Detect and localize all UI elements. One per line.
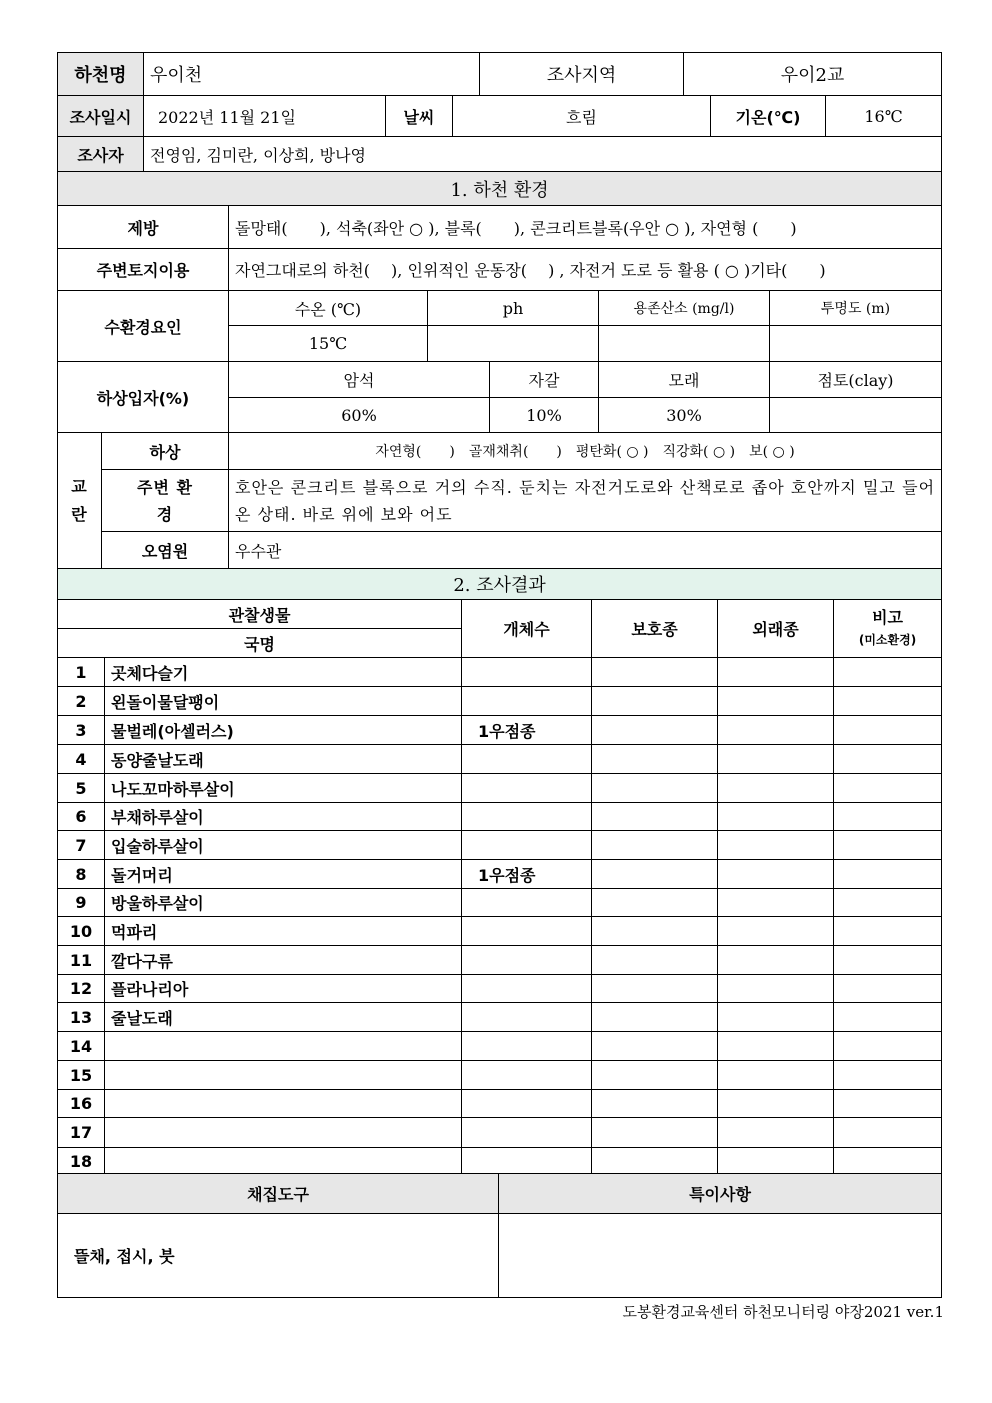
species-number: 12 xyxy=(58,975,105,1003)
observed-organisms-label: 관찰생물 xyxy=(58,600,462,629)
species-count xyxy=(462,1090,592,1118)
surveyor-table xyxy=(57,136,942,172)
special-notes-label: 특이사항 xyxy=(499,1174,942,1214)
table-row xyxy=(58,1032,942,1061)
transparency-header: 투명도 (m) xyxy=(770,291,942,326)
species-note xyxy=(834,946,942,975)
species-count xyxy=(462,1148,592,1176)
alien-species-header: 외래종 xyxy=(718,600,834,658)
clay-value xyxy=(770,398,942,433)
header-table xyxy=(57,52,942,96)
table-row xyxy=(58,889,942,917)
species-count: 1우점종 xyxy=(462,860,592,889)
table-row xyxy=(58,1118,942,1148)
species-name: 방울하루살이 xyxy=(105,889,462,917)
species-count xyxy=(462,687,592,716)
species-alien xyxy=(718,1090,834,1118)
temperature-value: 16℃ xyxy=(826,96,942,137)
date-value: 2022년 11월 21일 xyxy=(144,96,386,137)
species-protected xyxy=(592,1090,718,1118)
surroundings-label: 주변 환경 xyxy=(102,470,229,532)
species-alien xyxy=(718,1061,834,1090)
sand-header: 모래 xyxy=(599,362,770,398)
note-header xyxy=(834,600,942,658)
species-count xyxy=(462,774,592,803)
table-row xyxy=(58,860,942,889)
bottom-table xyxy=(57,1173,942,1298)
species-note xyxy=(834,774,942,803)
sand-value: 30% xyxy=(599,398,770,433)
land-use-label: 주변토지이용 xyxy=(58,249,229,291)
species-alien xyxy=(718,889,834,917)
species-name xyxy=(105,1090,462,1118)
species-name: 동양줄날도래 xyxy=(105,745,462,774)
transparency-value xyxy=(770,326,942,362)
species-alien xyxy=(718,716,834,745)
species-alien xyxy=(718,745,834,774)
species-note xyxy=(834,831,942,860)
river-name-value: 우이천 xyxy=(144,53,480,96)
species-number: 11 xyxy=(58,946,105,975)
species-note xyxy=(834,1118,942,1148)
species-number: 4 xyxy=(58,745,105,774)
species-name: 나도꼬마하루살이 xyxy=(105,774,462,803)
section1-title: 1. 하천 환경 xyxy=(58,172,942,206)
species-number: 14 xyxy=(58,1032,105,1061)
species-protected xyxy=(592,1003,718,1032)
species-alien xyxy=(718,975,834,1003)
water-temp-header: 수온 (℃) xyxy=(229,291,428,326)
species-note xyxy=(834,860,942,889)
survey-area-value: 우이2교 xyxy=(684,53,942,96)
species-protected xyxy=(592,803,718,831)
pollution-source-label: 오염원 xyxy=(102,532,229,569)
protected-species-header: 보호종 xyxy=(592,600,718,658)
species-protected xyxy=(592,975,718,1003)
species-number: 16 xyxy=(58,1090,105,1118)
species-count xyxy=(462,745,592,774)
species-name: 먹파리 xyxy=(105,917,462,946)
species-count xyxy=(462,658,592,687)
species-protected xyxy=(592,1032,718,1061)
species-name: 곳체다슬기 xyxy=(105,658,462,687)
species-protected xyxy=(592,1118,718,1148)
species-name: 부채하루살이 xyxy=(105,803,462,831)
dissolved-oxygen-header: 용존산소 (mg/l) xyxy=(599,291,770,326)
collection-tools-label: 채집도구 xyxy=(58,1174,499,1214)
table-row xyxy=(58,975,942,1003)
species-protected xyxy=(592,1148,718,1176)
species-count xyxy=(462,1032,592,1061)
table-row xyxy=(58,745,942,774)
species-number: 1 xyxy=(58,658,105,687)
species-count xyxy=(462,975,592,1003)
special-notes-value xyxy=(499,1214,942,1298)
species-alien xyxy=(718,1003,834,1032)
bed-particle-label: 하상입자(%) xyxy=(58,362,229,433)
river-name-label: 하천명 xyxy=(58,53,144,96)
species-alien xyxy=(718,803,834,831)
collection-tools-value: 뜰채, 접시, 붓 xyxy=(58,1214,499,1298)
species-note xyxy=(834,716,942,745)
species-count: 1우점종 xyxy=(462,716,592,745)
species-count xyxy=(462,1003,592,1032)
species-alien xyxy=(718,831,834,860)
gravel-value: 10% xyxy=(490,398,599,433)
species-number: 9 xyxy=(58,889,105,917)
surveyor-label: 조사자 xyxy=(58,137,144,172)
species-number: 2 xyxy=(58,687,105,716)
section2-table xyxy=(57,568,942,1176)
species-note xyxy=(834,745,942,774)
gravel-header: 자갈 xyxy=(490,362,599,398)
species-number: 3 xyxy=(58,716,105,745)
table-row xyxy=(58,1090,942,1118)
species-note xyxy=(834,1061,942,1090)
species-protected xyxy=(592,745,718,774)
species-number: 13 xyxy=(58,1003,105,1032)
species-number: 5 xyxy=(58,774,105,803)
table-row xyxy=(58,687,942,716)
species-note xyxy=(834,917,942,946)
species-name: 왼돌이물달팽이 xyxy=(105,687,462,716)
species-note xyxy=(834,1148,942,1176)
count-header: 개체수 xyxy=(462,600,592,658)
survey-area-label: 조사지역 xyxy=(480,53,684,96)
species-alien xyxy=(718,917,834,946)
table-row xyxy=(58,716,942,745)
water-temp-value: 15℃ xyxy=(229,326,428,362)
species-alien xyxy=(718,1032,834,1061)
species-protected xyxy=(592,774,718,803)
species-name: 플라나리아 xyxy=(105,975,462,1003)
riverbed-value: 자연형( ) 골재채취( ) 평탄화( ○ ) 직강화( ○ ) 보( ○ ) xyxy=(229,433,942,470)
species-name xyxy=(105,1032,462,1061)
species-count xyxy=(462,946,592,975)
species-alien xyxy=(718,1118,834,1148)
levee-label: 제방 xyxy=(58,206,229,249)
species-protected xyxy=(592,1061,718,1090)
rock-header: 암석 xyxy=(229,362,490,398)
species-protected xyxy=(592,860,718,889)
species-number: 8 xyxy=(58,860,105,889)
species-count xyxy=(462,1118,592,1148)
species-name: 깔다구류 xyxy=(105,946,462,975)
footer-text: 도봉환경교육센터 하천모니터링 야장2021 ver.1 xyxy=(622,1303,944,1321)
surveyor-value: 전영임, 김미란, 이상희, 방나영 xyxy=(144,137,942,172)
species-protected xyxy=(592,716,718,745)
species-protected xyxy=(592,889,718,917)
species-alien xyxy=(718,946,834,975)
species-count xyxy=(462,803,592,831)
species-name xyxy=(105,1148,462,1176)
species-alien xyxy=(718,774,834,803)
species-name xyxy=(105,1118,462,1148)
date-table xyxy=(57,95,942,137)
species-note xyxy=(834,975,942,1003)
korean-name-header: 국명 xyxy=(58,629,462,658)
species-number: 7 xyxy=(58,831,105,860)
species-name: 돌거머리 xyxy=(105,860,462,889)
temperature-label: 기온(℃) xyxy=(711,96,826,137)
table-row xyxy=(58,1003,942,1032)
species-protected xyxy=(592,917,718,946)
table-row xyxy=(58,803,942,831)
levee-value: 돌망태( ), 석축(좌안 ○ ), 블록( ), 콘크리트블록(우안 ○ ), 자연형 ( ) xyxy=(229,206,942,249)
note-label: 비고 xyxy=(872,607,903,627)
table-row xyxy=(58,658,942,687)
pollution-source-value: 우수관 xyxy=(229,532,942,569)
species-note xyxy=(834,889,942,917)
clay-header: 점토(clay) xyxy=(770,362,942,398)
land-use-value: 자연그대로의 하천( ), 인위적인 운동장( ) , 자전거 도로 등 활용 ( ○ )기타( ) xyxy=(229,249,942,291)
species-name: 물벌레(아셀러스) xyxy=(105,716,462,745)
dissolved-oxygen-value xyxy=(599,326,770,362)
species-protected xyxy=(592,946,718,975)
species-note xyxy=(834,658,942,687)
rock-value: 60% xyxy=(229,398,490,433)
weather-label: 날씨 xyxy=(386,96,453,137)
ph-header: ph xyxy=(428,291,599,326)
table-row xyxy=(58,917,942,946)
species-count xyxy=(462,831,592,860)
table-row xyxy=(58,946,942,975)
species-number: 18 xyxy=(58,1148,105,1176)
species-note xyxy=(834,1032,942,1061)
species-protected xyxy=(592,658,718,687)
species-name: 입술하루살이 xyxy=(105,831,462,860)
species-note xyxy=(834,803,942,831)
riverbed-label: 하상 xyxy=(102,433,229,470)
species-alien xyxy=(718,1148,834,1176)
species-count xyxy=(462,889,592,917)
species-note xyxy=(834,1090,942,1118)
species-count xyxy=(462,1061,592,1090)
species-number: 6 xyxy=(58,803,105,831)
species-protected xyxy=(592,687,718,716)
section2-title: 2. 조사결과 xyxy=(58,569,942,600)
weather-value: 흐림 xyxy=(453,96,711,137)
ph-value xyxy=(428,326,599,362)
table-row xyxy=(58,774,942,803)
date-label: 조사일시 xyxy=(58,96,144,137)
disturbance-label: 교란 xyxy=(58,433,102,569)
species-alien xyxy=(718,658,834,687)
species-note xyxy=(834,687,942,716)
water-factor-label: 수환경요인 xyxy=(58,291,229,362)
table-row xyxy=(58,831,942,860)
species-name: 줄날도래 xyxy=(105,1003,462,1032)
table-row xyxy=(58,1148,942,1176)
species-number: 15 xyxy=(58,1061,105,1090)
species-number: 17 xyxy=(58,1118,105,1148)
species-alien xyxy=(718,687,834,716)
table-row xyxy=(58,1061,942,1090)
species-list xyxy=(58,658,942,1176)
species-protected xyxy=(592,831,718,860)
section1-table xyxy=(57,171,942,569)
species-number: 10 xyxy=(58,917,105,946)
species-note xyxy=(834,1003,942,1032)
species-count xyxy=(462,917,592,946)
species-alien xyxy=(718,860,834,889)
note-sub-label: (미소환경) xyxy=(858,632,917,647)
species-name xyxy=(105,1061,462,1090)
surroundings-value: 호안은 콘크리트 블록으로 거의 수직. 둔치는 자전거도로와 산책로로 좁아 호안까지 밀고 들어온 상태. 바로 위에 보와 어도 xyxy=(229,470,942,532)
